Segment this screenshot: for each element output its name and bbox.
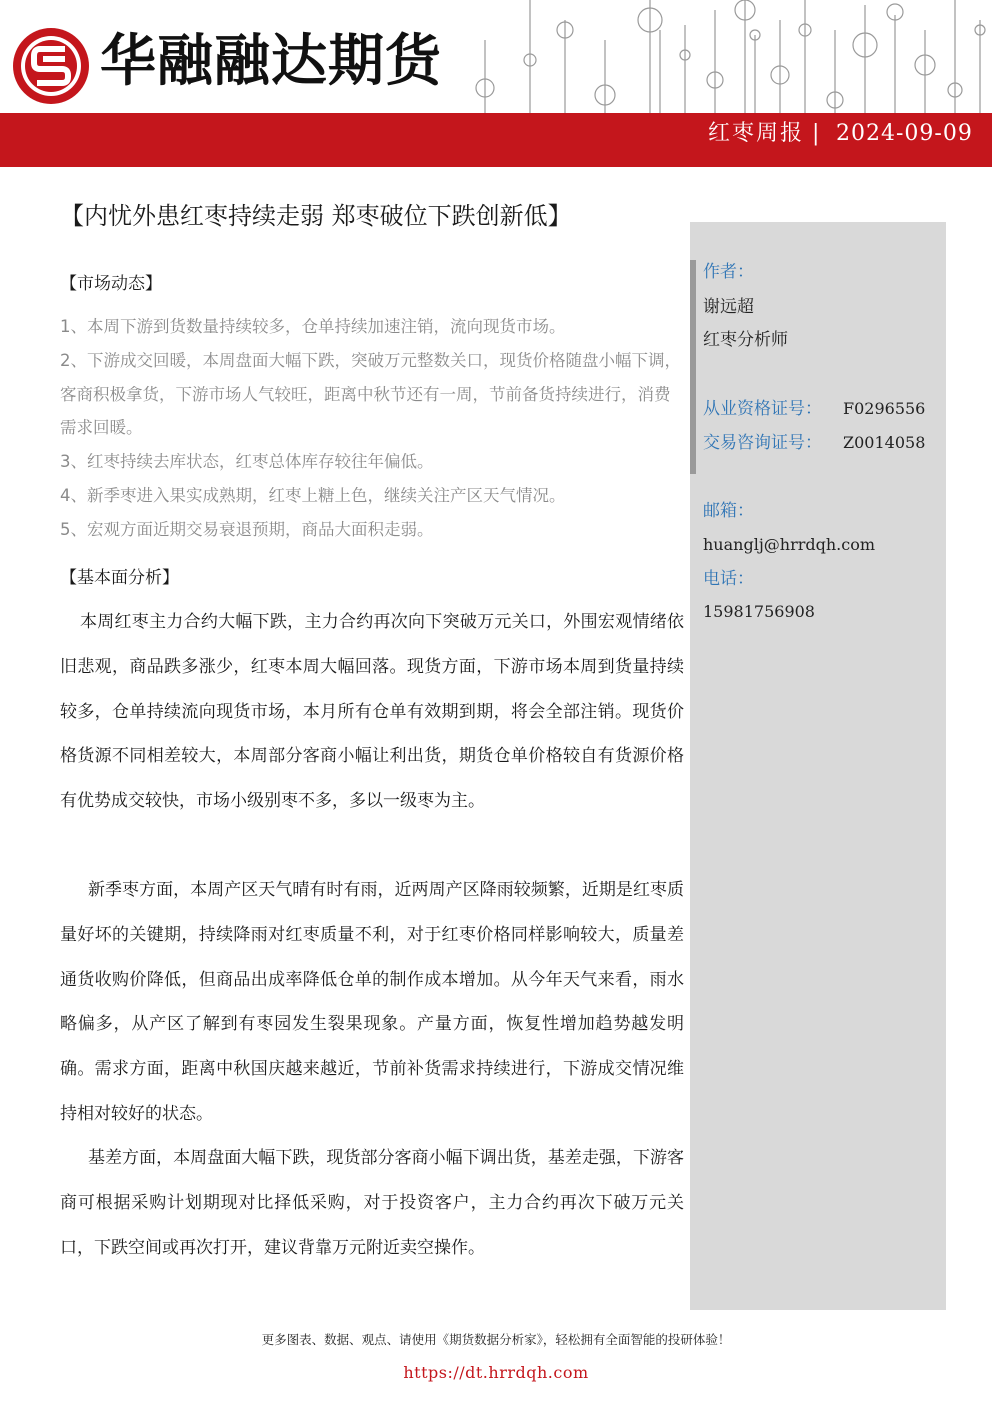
footer-link[interactable]: https://dt.hrrdqh.com <box>403 1363 589 1382</box>
qualification-label: 从业资格证号： <box>703 399 822 419</box>
phone-number: 15981756908 <box>703 602 815 621</box>
list-item: 4、新季枣进入果实成熟期，红枣上糖上色，继续关注产区天气情况。 <box>60 485 566 505</box>
sidebar-accent-bar <box>690 260 696 474</box>
report-type: 红枣周报 <box>708 121 805 146</box>
trade-consult-label: 交易咨询证号： <box>703 433 822 453</box>
paragraph: 新季枣方面，本周产区天气晴有时有雨，近两周产区降雨较频繁，近期是红枣质量好坏的关键期，持续降雨对红枣质量不利，对于红枣价格同样影响较大，质量差通货收购价降低，但商品出成率降低仓单的制作成本增加。从今年天气来看，雨水略偏多，从产区了解到有枣园发生裂果现象。产量方面，恢复性增加趋势越发明确。需求方面，距离中秋国庆越来越近，节前补货需求持续进行，下游成交情况维持相对较好的状态。 <box>60 880 684 1124</box>
author-name: 谢远超 <box>703 297 754 317</box>
report-date: 2024-09-09 <box>836 121 973 146</box>
fundamental-analysis-heading: 【基本面分析】 <box>60 568 179 588</box>
email-address[interactable]: huanglj@hrrdqh.com <box>703 535 876 554</box>
author-sidebar <box>690 222 946 1310</box>
footer-promo: 更多图表、数据、观点、请使用《期货数据分析家》，轻松拥有全面智能的投研体验！ <box>261 1332 731 1347</box>
report-title: 【内忧外患红枣持续走弱 郑枣破位下跌创新低】 <box>60 202 572 230</box>
trade-consult-number: Z0014058 <box>843 433 926 452</box>
brand-name: 华融融达期货 <box>100 29 442 94</box>
report-header <box>0 0 992 170</box>
paragraph: 基差方面，本周盘面大幅下跌，现货部分客商小幅下调出货，基差走强，下游客商可根据采购计划期现对比择低采购，对于投资客户，主力合约再次下破万元关口，下跌空间或再次打开，建议背靠万元附近卖空操作。 <box>60 1148 684 1258</box>
email-label: 邮箱： <box>703 501 754 521</box>
list-item: 2、下游成交回暖，本周盘面大幅下跌，突破万元整数关口，现货价格随盘小幅下调，客商积极拿货，下游市场人气较旺，距离中秋节还有一周，节前备货持续进行，消费需求回暖。 <box>60 350 681 438</box>
author-title: 红枣分析师 <box>703 330 788 350</box>
list-item: 5、宏观方面近期交易衰退预期，商品大面积走弱。 <box>60 519 434 539</box>
list-item: 3、红枣持续去库状态，红枣总体库存较往年偏低。 <box>60 452 434 472</box>
qualification-number: F0296556 <box>843 399 926 418</box>
paragraph: 本周红枣主力合约大幅下跌，主力合约再次向下突破万元关口，外围宏观情绪依旧悲观，商品跌多涨少，红枣本周大幅回落。现货方面，下游市场本周到货量持续较多，仓单持续流向现货市场，本月所有仓单有效期到期，将会全部注销。现货价格货源不同相差较大，本周部分客商小幅让利出货，期货仓单价格较自有货源价格有优势成交较快，市场小级别枣不多，多以一级枣为主。 <box>60 612 684 812</box>
company-logo-icon <box>10 25 92 107</box>
list-item: 1、本周下游到货数量持续较多，仓单持续加速注销，流向现货市场。 <box>60 317 566 336</box>
author-label: 作者： <box>703 262 754 282</box>
phone-label: 电话： <box>703 569 754 589</box>
report-separator: | <box>812 121 820 146</box>
market-dynamics-heading: 【市场动态】 <box>60 274 162 294</box>
header-decoration <box>455 0 992 115</box>
market-dynamics-list <box>60 310 685 547</box>
